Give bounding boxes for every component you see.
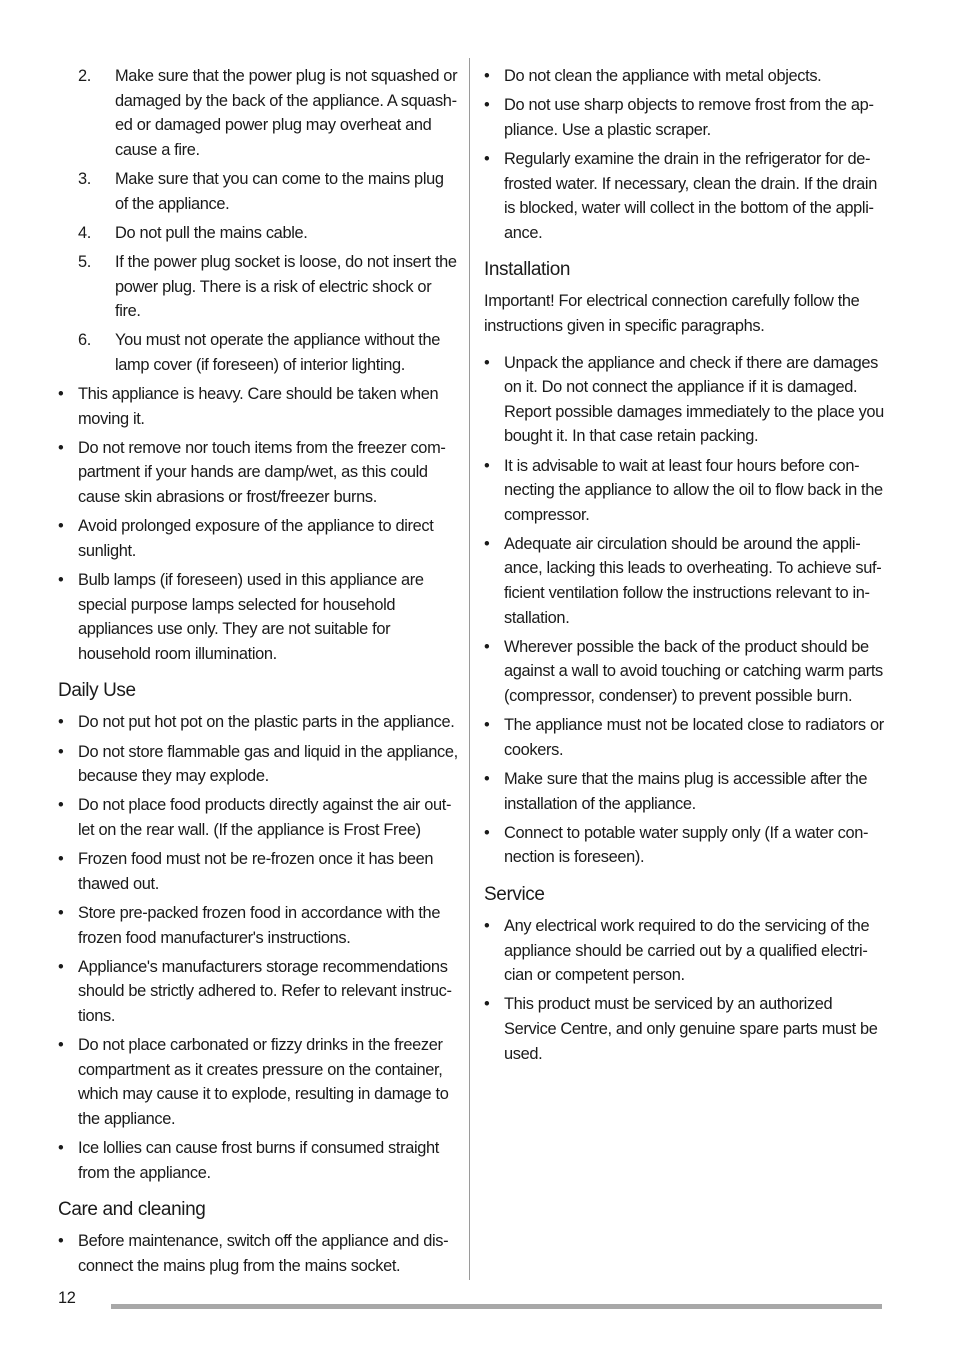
care-cleaning-list (58, 1229, 458, 1278)
installation-list (484, 351, 884, 870)
list-item: • Bulb lamps (if foreseen) used in this appliance are special purpose lamps selected for household appliances use only. They are not suitable for household room illumination. (58, 568, 458, 666)
service-list (484, 914, 884, 1066)
bullet-icon: • (484, 637, 490, 656)
bullet-icon: • (484, 456, 490, 475)
list-item: • Avoid prolonged exposure of the appliance to direct sunlight. (58, 514, 458, 563)
list-item: 4. Do not pull the mains cable. (78, 223, 308, 242)
bullet-icon: • (58, 571, 64, 590)
list-item: • Make sure that the mains plug is accessible after the installation of the appliance. (484, 767, 884, 816)
list-item: • Regularly examine the drain in the refrigerator for defrosted water. If necessary, clean the drain. If the drain is blocked, water will collect in the bottom of the appliance. (484, 147, 884, 245)
list-item: • Do not remove nor touch items from the freezer compartment if your hands are damp/wet, as this could cause skin abrasions or frost/freezer burns. (58, 436, 458, 510)
important-note: Important! For electrical connection carefully follow the instructions given in specific paragraphs. (484, 292, 860, 335)
bullet-icon: • (484, 96, 490, 115)
bullet-icon: • (58, 713, 64, 732)
list-item: • Any electrical work required to do the servicing of the appliance should be carried out by a qualified electrician or competent person. (484, 914, 884, 988)
bullet-icon: • (58, 742, 64, 761)
care-cleaning-heading: Care and cleaning (58, 1199, 206, 1221)
list-item: 3. Make sure that you can come to the mains plug of the appliance. (78, 169, 444, 213)
list-item: • Connect to potable water supply only (If a water connection is foreseen). (484, 821, 884, 870)
bullet-icon: • (58, 1139, 64, 1158)
list-item: • Do not put hot pot on the plastic parts in the appliance. (58, 710, 458, 735)
important-label: Important! (484, 292, 555, 311)
footer-rule (111, 1304, 882, 1309)
list-item: • This product must be serviced by an authorized Service Centre, and only genuine spare parts must be used. (484, 992, 884, 1066)
care-cleaning-list-continued (484, 64, 884, 245)
list-item: • Wherever possible the back of the product should be against a wall to avoid touching or catching warm parts (compressor, condenser) to prevent possible burn. (484, 635, 884, 709)
bullet-icon: • (484, 67, 490, 85)
list-item: • Unpack the appliance and check if there are damages on it. Do not connect the appliance if it is damaged. Report possible damages immediately to the place you bought it. In that case retain packing. (484, 351, 884, 449)
left-column (58, 64, 458, 1283)
list-item: 6. You must not operate the appliance without the lamp cover (if foreseen) of interior lighting. (78, 331, 441, 374)
bullet-icon: • (58, 1036, 64, 1055)
list-item: 2. Make sure that the power plug is not squashed or damaged by the back of the appliance. A squashed or damaged power plug may overheat and cause a fire. (78, 67, 458, 159)
list-item: 5. If the power plug socket is loose, do not insert the power plug. There is a risk of electric shock or fire. (78, 252, 457, 321)
list-item: • This appliance is heavy. Care should be taken when moving it. (58, 382, 458, 431)
daily-use-list (58, 710, 458, 1185)
bullet-icon: • (58, 438, 64, 457)
daily-use-heading: Daily Use (58, 680, 136, 702)
list-item: • Ice lollies can cause frost burns if consumed straight from the appliance. (58, 1136, 458, 1185)
bullet-icon: • (58, 517, 64, 536)
right-column (484, 64, 884, 1071)
list-item: • Adequate air circulation should be around the appliance, lacking this leads to overheating. To achieve sufficient ventilation follow the instructions relevant to installation. (484, 532, 884, 630)
bullet-icon: • (58, 850, 64, 869)
service-heading: Service (484, 883, 545, 905)
list-item: • Do not use sharp objects to remove frost from the appliance. Use a plastic scraper. (484, 93, 884, 142)
list-item: • Do not store flammable gas and liquid in the appliance, because they may explode. (58, 740, 458, 789)
bullet-icon: • (484, 149, 490, 168)
column-divider (469, 58, 470, 1280)
list-item: • Do not place food products directly against the air outlet on the rear wall. (If the appliance is Frost Free) (58, 793, 458, 842)
bullet-icon: • (484, 353, 490, 372)
bullet-icon: • (58, 796, 64, 815)
list-item: • Do not place carbonated or fizzy drinks in the freezer compartment as it creates pressure on the container, which may cause it to explode, resulting in damage to the appliance. (58, 1033, 458, 1131)
list-item: • Appliance's manufacturers storage recommendations should be strictly adhered to. Refer to relevant instructions. (58, 955, 458, 1029)
bullet-icon: • (58, 385, 64, 404)
list-item: • It is advisable to wait at least four hours before connecting the appliance to allow the oil to flow back in the compressor. (484, 454, 884, 528)
list-item: • Store pre-packed frozen food in accordance with the frozen food manufacturer's instructions. (58, 901, 458, 950)
list-item: • Before maintenance, switch off the appliance and disconnect the mains plug from the mains socket. (58, 1229, 458, 1278)
bullet-icon: • (58, 903, 64, 922)
bullet-icon: • (58, 957, 64, 976)
bullet-icon: • (58, 1232, 64, 1251)
bullet-icon: • (484, 534, 490, 553)
bullet-icon: • (484, 916, 490, 935)
page-number: 12 (58, 1289, 76, 1307)
safety-bullet-list (58, 382, 458, 666)
numbered-safety-list (58, 64, 458, 378)
bullet-icon: • (484, 995, 490, 1014)
list-item: • Frozen food must not be re-frozen once it has been thawed out. (58, 847, 458, 896)
list-item: • Do not clean the appliance with metal objects. (484, 64, 884, 89)
list-item: • The appliance must not be located close to radiators or cookers. (484, 713, 884, 762)
bullet-icon: • (484, 823, 490, 842)
installation-heading: Installation (484, 259, 571, 281)
bullet-icon: • (484, 770, 490, 788)
bullet-icon: • (484, 716, 490, 735)
